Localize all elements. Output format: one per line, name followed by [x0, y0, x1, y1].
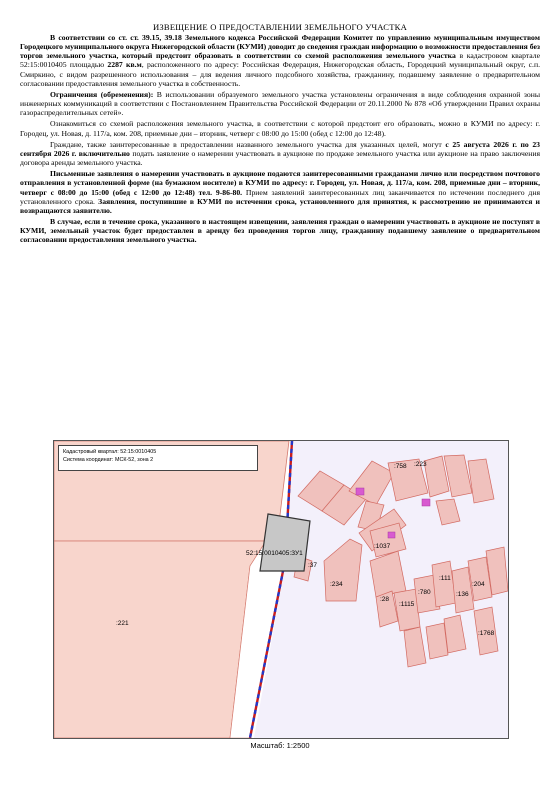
building-1	[356, 488, 364, 495]
label-28: :28	[380, 596, 390, 603]
p5-text: Прием заявлений заинтересованных лиц заканчивается по истечении последнего дня установленного срока.	[20, 187, 540, 206]
label-111: :111	[439, 575, 451, 582]
label-37: :37	[308, 562, 318, 569]
legend-quarter: Кадастровый квартал: 52:15:0010405	[63, 449, 157, 455]
p4-text-1: Граждане, также заинтересованные в предоставлении названного земельного участка для указанных целей, могут	[50, 139, 446, 149]
label-223: :223	[414, 461, 427, 468]
p2-text: В использовании образуемого земельного участка установлены ограничения в виде соблюдения охранной зоны инженерных коммуникаций в соответствии с Постановлением Правительства Российской Федерации от 20.11.2000 № 878 «Об утверждении Правил охраны газораспределительных сетей».	[20, 89, 540, 118]
label-204: :204	[472, 581, 485, 588]
p1-text-2: , расположенного по адресу: Российская Федерация, Нижегородская область, Городецкий муниципальный округ, с.п. Смиркино, с видом разрешенного использования – для ведения личного подсобного хозяйства, гражданину, подавшему заявление о предварительном согласовании предоставления земельного участка в собственность.	[20, 60, 540, 88]
parcel-scheme-map	[53, 440, 509, 739]
paragraph-4	[20, 140, 540, 167]
p4-bold: с 25 августа 2026 г. по 23 сентября 2026 г. включительно	[20, 139, 541, 158]
paragraph-2	[20, 90, 540, 117]
p1-bold: В соответствии со ст. ст. 39.15, 39.18 Земельного кодекса Российской Федерации Комитет по управлению муниципальным имуществом Городецкого муниципального округа Нижегородской области (КУМИ) доводит до сведения граждан информацию о возможности предоставления без торгов земельного участка, который предстоит образовать в соответствии со схемой расположения земельного участка	[20, 33, 540, 61]
paragraph-6	[20, 217, 540, 244]
label-parcel: 52:15:0010405:ЗУ1	[246, 550, 303, 557]
label-1768: :1768	[478, 630, 495, 637]
legend-coords: Система координат: МСК-52, зона 2	[63, 457, 154, 463]
paragraph-1	[20, 33, 540, 88]
target-parcel	[260, 514, 310, 571]
building-2	[422, 499, 430, 506]
label-780: :780	[418, 589, 431, 596]
label-136: :136	[456, 591, 469, 598]
label-234: :234	[330, 581, 343, 588]
paragraph-5	[20, 169, 540, 215]
label-1115: :1115	[399, 601, 415, 608]
map-svg	[54, 441, 508, 738]
label-1037: :1037	[374, 543, 391, 550]
page-title: ИЗВЕЩЕНИЕ О ПРЕДОСТАВЛЕНИИ ЗЕМЕЛЬНОГО УЧАСТКА	[153, 22, 407, 32]
p1-text-1: в кадастровом квартале 52:15:0010405 площадью	[20, 51, 540, 70]
label-221: :221	[116, 620, 129, 627]
map-scale: Масштаб: 1:2500	[250, 741, 310, 750]
label-758: :758	[394, 463, 407, 470]
notice-body	[20, 33, 540, 246]
paragraph-3: Ознакомиться со схемой расположения земельного участка, в соответствии с которой предстоит его образовать, можно в КУМИ по адресу: г. Городец, ул. Новая, д. 117/а, ком. 208, приемные дни – вторник, четверг с 08:00 до 15:00 (обед с 12:00 до 12:48).	[20, 119, 540, 138]
p1-area: 2287 кв.м	[107, 60, 142, 70]
building-3	[388, 532, 395, 538]
p6-bold: В случае, если в течение срока, указанного в настоящем извещении, заявления граждан о намерении участвовать в аукционе не поступят в КУМИ, земельный участок будет предоставлен в аренду без проведения торгов лицу, гражданину подавшему заявление о предварительном согласовании предоставления земельного участка.	[20, 216, 540, 245]
p2-bold: Ограничения (обременения):	[50, 89, 154, 99]
p5-bold-1: Письменные заявления о намерении участвовать в аукционе подаются заинтересованными гражданами лично или посредством почтового отправления в установленной форме (на бумажном носителе) в КУМИ по адресу: г. Городец, ул. Новая, д. 117/а, ком. 208, приемные дни – вторник, четверг с 08:00 до 15:00 (обед с 12:00 до 12:48) тел. 9-86-80.	[20, 169, 540, 197]
map-legend	[58, 445, 258, 471]
p5-bold-2: Заявления, поступившие в КУМИ по истечении срока, установленного для принятия, к рассмотрению не принимаются и возвращаются заявителю.	[20, 196, 540, 215]
parcel-e2	[426, 623, 448, 659]
p4-text-2: подать заявление о намерении участвовать в аукционе по продаже земельного участка или аукционе на право заключения договора аренды земельного участка.	[20, 148, 540, 168]
